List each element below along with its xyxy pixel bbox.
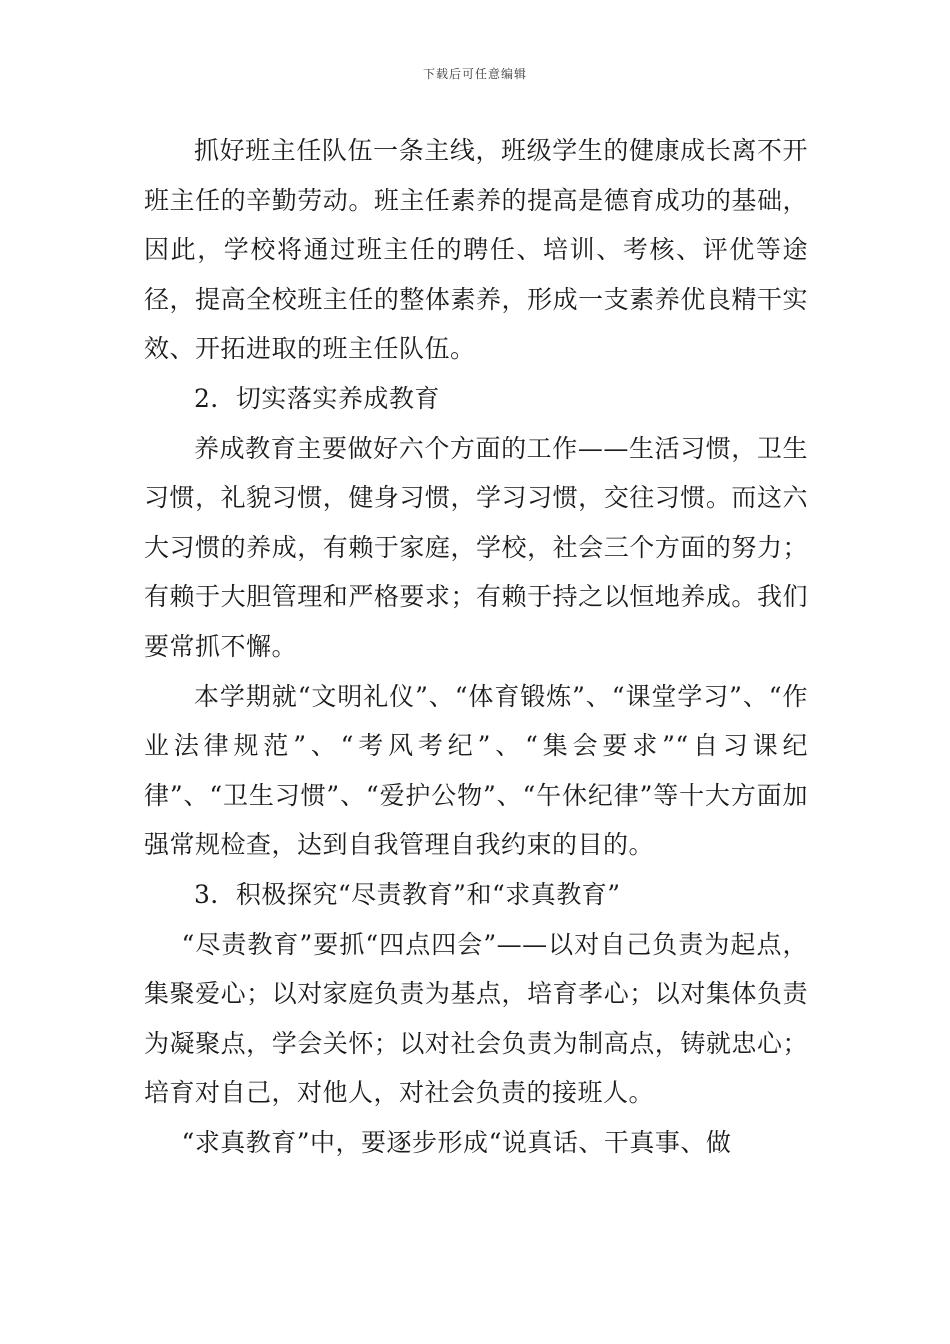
document-body xyxy=(144,126,808,1167)
paragraph-routine-checks: 本学期就“文明礼仪”、“体育锻炼”、“课堂学习”、“作业法律规范”、“考风考纪”、“集会要求”“自习课纪律”、“卫生习惯”、“爱护公物”、“午休纪律”等十大方面加强常规检查，达到自我管理自我约束的目的。 xyxy=(144,681,808,860)
paragraph-class-teacher: 抓好班主任队伍一条主线，班级学生的健康成长离不开班主任的辛勤劳动。班主任素养的提高是德育成功的基础，因此，学校将通过班主任的聘任、培训、考核、评优等途径，提高全校班主任的整体素养，形成一支素养优良精干实效、开拓进取的班主任队伍。 xyxy=(144,136,808,364)
paragraph-truth-education: “求真教育”中，要逐步形成“说真话、干真事、做 xyxy=(181,1127,732,1157)
section-heading-3: 3．积极探究“尽责教育”和“求真教育” xyxy=(194,879,621,909)
page-header: 下载后可任意编辑 xyxy=(422,67,527,81)
paragraph-habit-education: 养成教育主要做好六个方面的工作——生活习惯，卫生习惯，礼貌习惯，健身习惯，学习习惯，交往习惯。而这六大习惯的养成，有赖于家庭，学校，社会三个方面的努力；有赖于大胆管理和严格要求；有赖于持之以恒地养成。我们要常抓不懈。 xyxy=(144,433,808,661)
paragraph-responsibility-education: “尽责教育”要抓“四点四会”——以对自己负责为起点，集聚爱心；以对家庭负责为基点，培育孝心；以对集体负责为凝聚点，学会关怀；以对社会负责为制高点，铸就忠心；培育对自己，对他人，对社会负责的接班人。 xyxy=(144,929,808,1108)
section-heading-2: 2．切实落实养成教育 xyxy=(194,383,440,413)
